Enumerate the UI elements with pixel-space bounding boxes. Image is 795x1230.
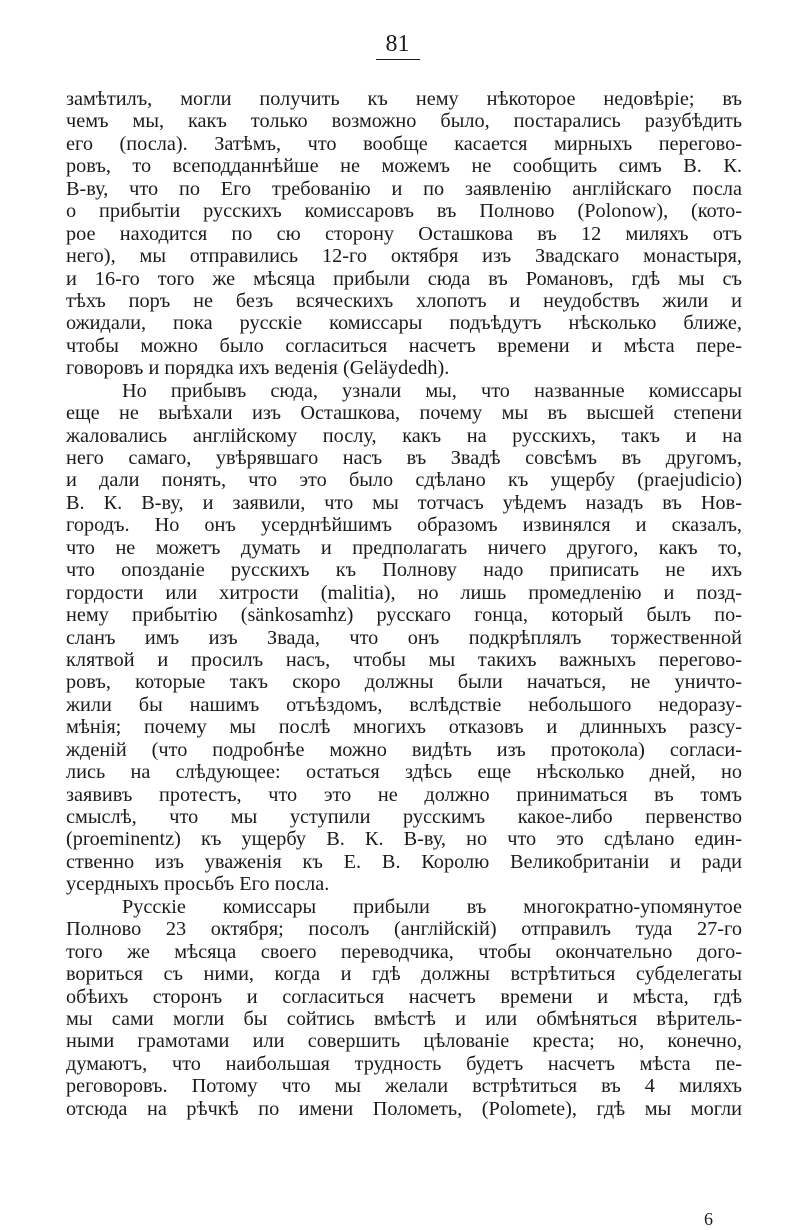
text-line: ственно изъ уваженія къ Е. В. Королю Великобританіи и ради xyxy=(66,850,742,873)
text-line: жаловались англійскому послу, какъ на русскихъ, такъ и на xyxy=(66,424,742,447)
text-line: говоровъ и порядка ихъ веденія (Geläydedh). xyxy=(66,357,450,380)
text-line: тѣхъ поръ не безъ всяческихъ хлопотъ и неудобствъ жили и xyxy=(66,289,742,312)
body-text xyxy=(66,88,742,1120)
text-line: его (посла). Затѣмъ, что вообще касается мирныхъ перегово- xyxy=(66,132,742,155)
text-line: жили бы нашимъ отъѣздомъ, вслѣдствіе небольшого недоразу- xyxy=(66,693,742,716)
text-line: ными грамотами или совершить цѣлованіе креста; но, конечно, xyxy=(66,1030,742,1053)
page-number xyxy=(0,30,795,60)
text-line: него), мы отправились 12-го октября изъ Звадскаго монастыря, xyxy=(66,245,742,268)
text-line: клятвой и просилъ насъ, чтобы мы такихъ важныхъ перегово- xyxy=(66,648,742,671)
text-line: Русскіе комиссары прибыли въ многократно-упомянутое xyxy=(122,895,742,918)
text-line: Полново 23 октября; посолъ (англійскій) отправилъ туда 27-го xyxy=(66,918,742,941)
text-line: еще не выѣхали изъ Осташкова, почему мы въ высшей степени xyxy=(66,402,742,425)
text-line: усердныхъ просьбъ Его посла. xyxy=(66,873,330,896)
text-line: сланъ имъ изъ Звада, что онъ подкрѣплялъ торжественной xyxy=(66,626,742,649)
text-line: городъ. Но онъ усерднѣйшимъ образомъ извинялся и сказалъ, xyxy=(66,514,742,537)
text-line: думаютъ, что наибольшая трудность будетъ насчетъ мѣста пе- xyxy=(66,1052,742,1075)
text-line: мѣнія; почему мы послѣ многихъ отказовъ и длинныхъ разсу- xyxy=(66,716,742,739)
text-line: чтобы можно было согласиться насчетъ времени и мѣста пере- xyxy=(66,334,742,357)
text-line: ровъ, которые такъ скоро должны были начаться, не уничто- xyxy=(66,671,742,694)
text-line: отсюда на рѣчкѣ по имени Полометь, (Polomete), гдѣ мы могли xyxy=(66,1097,742,1120)
text-line: обѣихъ сторонъ и согласиться насчетъ времени и мѣста, гдѣ xyxy=(66,985,742,1008)
text-line: замѣтилъ, могли получить къ нему нѣкоторое недовѣріе; въ xyxy=(66,88,742,110)
text-line: лись на слѣдующее: остаться здѣсь еще нѣсколько дней, но xyxy=(66,761,742,784)
text-line: что не можетъ думать и предполагать ничего другого, какъ то, xyxy=(66,536,742,559)
text-line: В. К. В-ву, и заявили, что мы тотчасъ уѣдемъ назадъ въ Нов- xyxy=(66,491,742,514)
text-line: гордости или хитрости (malitia), но лишь промедленію и позд- xyxy=(66,581,742,604)
text-line: реговоровъ. Потому что мы желали встрѣтиться въ 4 миляхъ xyxy=(66,1075,742,1098)
text-line: заявивъ протестъ, что это не должно приниматься въ томъ xyxy=(66,783,742,806)
text-line: ожидали, пока русскіе комиссары подъѣдутъ нѣсколько ближе, xyxy=(66,312,742,335)
text-line: В-ву, что по Его требованію и по заявленію англійскаго посла xyxy=(66,177,742,200)
text-line: и дали понять, что это было сдѣлано къ ущербу (praejudicio) xyxy=(66,469,742,492)
text-line: него самаго, увѣрявшаго насъ въ Звадѣ совсѣмъ въ другомъ, xyxy=(66,447,742,469)
text-line: ровъ, то всеподданнѣйше не можемъ не сообщить симъ В. К. xyxy=(66,155,742,178)
text-line: и 16-го того же мѣсяца прибыли сюда въ Романовъ, гдѣ мы съ xyxy=(66,267,742,290)
text-line: мы сами могли бы сойтись вмѣстѣ и или обмѣняться вѣритель- xyxy=(66,1007,742,1030)
text-line: вориться съ ними, когда и гдѣ должны встрѣтиться субделегаты xyxy=(66,963,742,986)
text-line: Но прибывъ сюда, узнали мы, что названные комиссары xyxy=(122,379,742,402)
text-line: жденій (что подробнѣе можно видѣть изъ протокола) согласи- xyxy=(66,738,742,761)
text-line: (proeminentz) къ ущербу В. К. В-ву, но что это сдѣлано един- xyxy=(66,828,742,851)
signature-mark: 6 xyxy=(704,1209,713,1229)
text-line: что опозданіе русскихъ къ Полнову надо приписать не ихъ xyxy=(66,559,742,582)
text-line: смыслѣ, что мы уступили русскимъ какое-либо первенство xyxy=(66,806,742,828)
page-number-text: 81 xyxy=(376,30,420,60)
text-line: нему прибытію (sänkosamhz) русскаго гонца, который былъ по- xyxy=(66,604,742,627)
text-line: чемъ мы, какъ только возможно было, постарались разубѣдить xyxy=(66,110,742,133)
text-line: о прибытіи русскихъ комиссаровъ въ Полново (Polonow), (кото- xyxy=(66,200,742,223)
text-line: рое находится по сю сторону Осташкова въ 12 миляхъ отъ xyxy=(66,222,742,245)
text-line: того же мѣсяца своего переводчика, чтобы окончательно дого- xyxy=(66,940,742,963)
